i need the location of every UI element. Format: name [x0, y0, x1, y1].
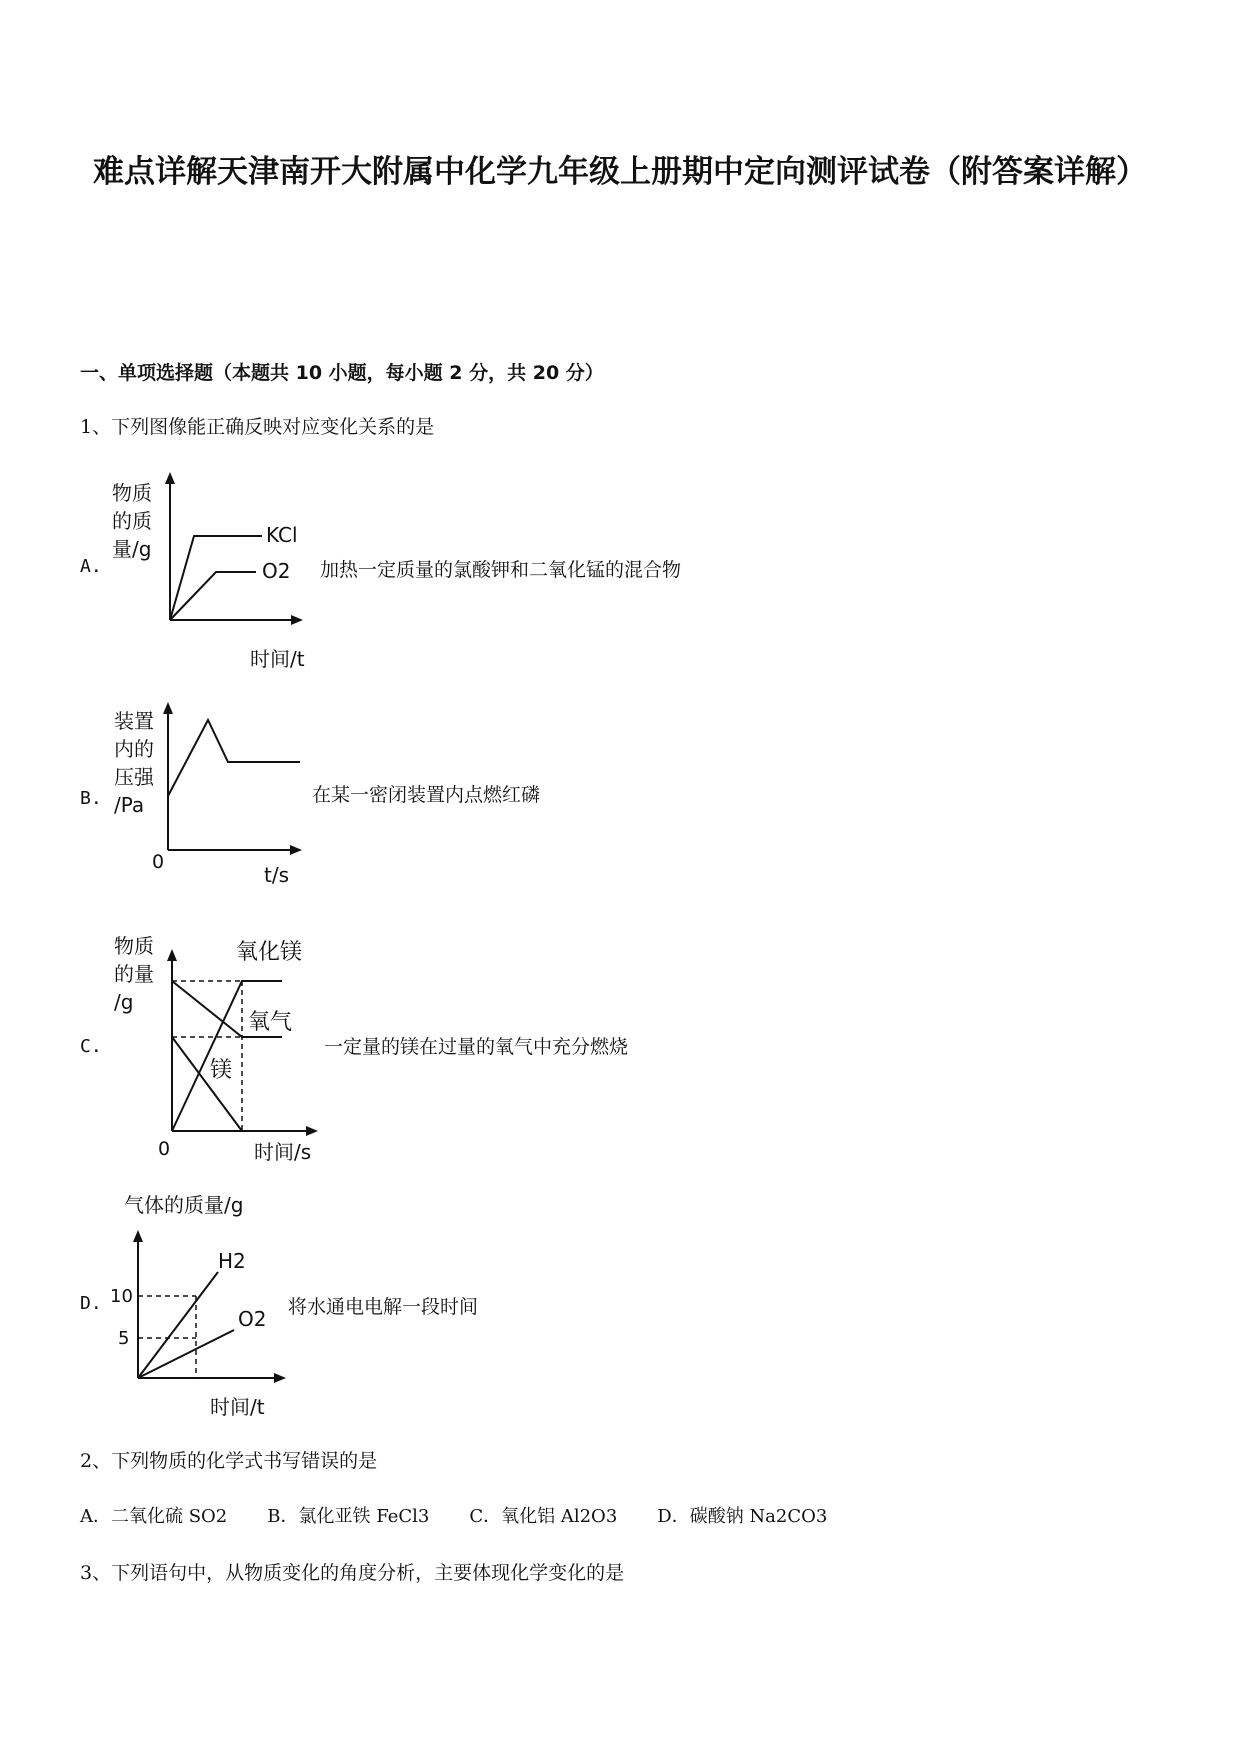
a-ylabel-1: 物质: [112, 481, 152, 505]
d-series-h2: H2: [218, 1249, 246, 1273]
d-xlabel: 时间/t: [210, 1395, 265, 1419]
b-origin: 0: [152, 851, 165, 873]
c-origin: 0: [158, 1138, 171, 1160]
page-title: 难点详解天津南开大附属中化学九年级上册期中定向测评试卷（附答案详解）: [93, 154, 1147, 190]
b-ylabel-2: 内的: [114, 737, 154, 761]
question-1-stem: 1、下列图像能正确反映对应变化关系的是: [80, 416, 435, 438]
b-ylabel-1: 装置: [114, 709, 154, 733]
option-b-graph: [100, 700, 330, 894]
option-c-graph: [100, 925, 340, 1174]
option-a-letter: A.: [80, 556, 102, 577]
a-series-kcl: KCl: [266, 523, 298, 547]
option-a-text: 加热一定质量的氯酸钾和二氧化锰的混合物: [320, 559, 682, 581]
d-ytick-10: 10: [110, 1286, 133, 1307]
option-d-graph: [100, 1190, 320, 1424]
question-2-stem: 2、下列物质的化学式书写错误的是: [80, 1450, 378, 1472]
option-b-letter: B.: [80, 788, 102, 809]
c-ylabel-3: /g: [114, 990, 134, 1014]
c-series-o2: 氧气: [248, 1010, 293, 1035]
a-ylabel-3: 量/g: [112, 537, 152, 561]
a-series-o2: O2: [262, 559, 291, 583]
option-a-graph: [100, 470, 330, 684]
c-xlabel: 时间/s: [254, 1140, 312, 1164]
d-ytick-5: 5: [118, 1328, 130, 1349]
c-series-mgo: 氧化镁: [236, 940, 303, 965]
c-series-mg: 镁: [210, 1058, 233, 1083]
q2-option-b: B．氯化亚铁 FeCl3: [267, 1506, 430, 1527]
option-b-text: 在某一密闭装置内点燃红磷: [312, 784, 541, 806]
d-ylabel: 气体的质量/g: [124, 1193, 244, 1217]
question-2-options: [80, 1502, 867, 1528]
b-xlabel: t/s: [264, 863, 289, 887]
a-xlabel: 时间/t: [250, 647, 305, 671]
question-3-stem: 3、下列语句中，从物质变化的角度分析，主要体现化学变化的是: [80, 1562, 625, 1584]
option-c-text: 一定量的镁在过量的氧气中充分燃烧: [324, 1036, 629, 1058]
q2-option-c: C．氧化铝 Al2O3: [469, 1506, 618, 1527]
option-d-letter: D.: [80, 1293, 102, 1314]
q2-option-d: D．碳酸钠 Na2CO3: [657, 1506, 828, 1527]
option-c-letter: C.: [80, 1036, 102, 1057]
option-d-text: 将水通电电解一段时间: [288, 1296, 479, 1318]
b-ylabel-4: /Pa: [114, 793, 145, 817]
b-ylabel-3: 压强: [114, 765, 154, 789]
section-heading: 一、单项选择题（本题共 10 小题，每小题 2 分，共 20 分）: [80, 362, 604, 384]
c-ylabel-1: 物质: [114, 934, 154, 958]
a-ylabel-2: 的质: [112, 509, 152, 533]
c-ylabel-2: 的量: [114, 962, 154, 986]
q2-option-a: A．二氧化硫 SO2: [80, 1506, 228, 1527]
d-series-o2: O2: [238, 1307, 267, 1331]
